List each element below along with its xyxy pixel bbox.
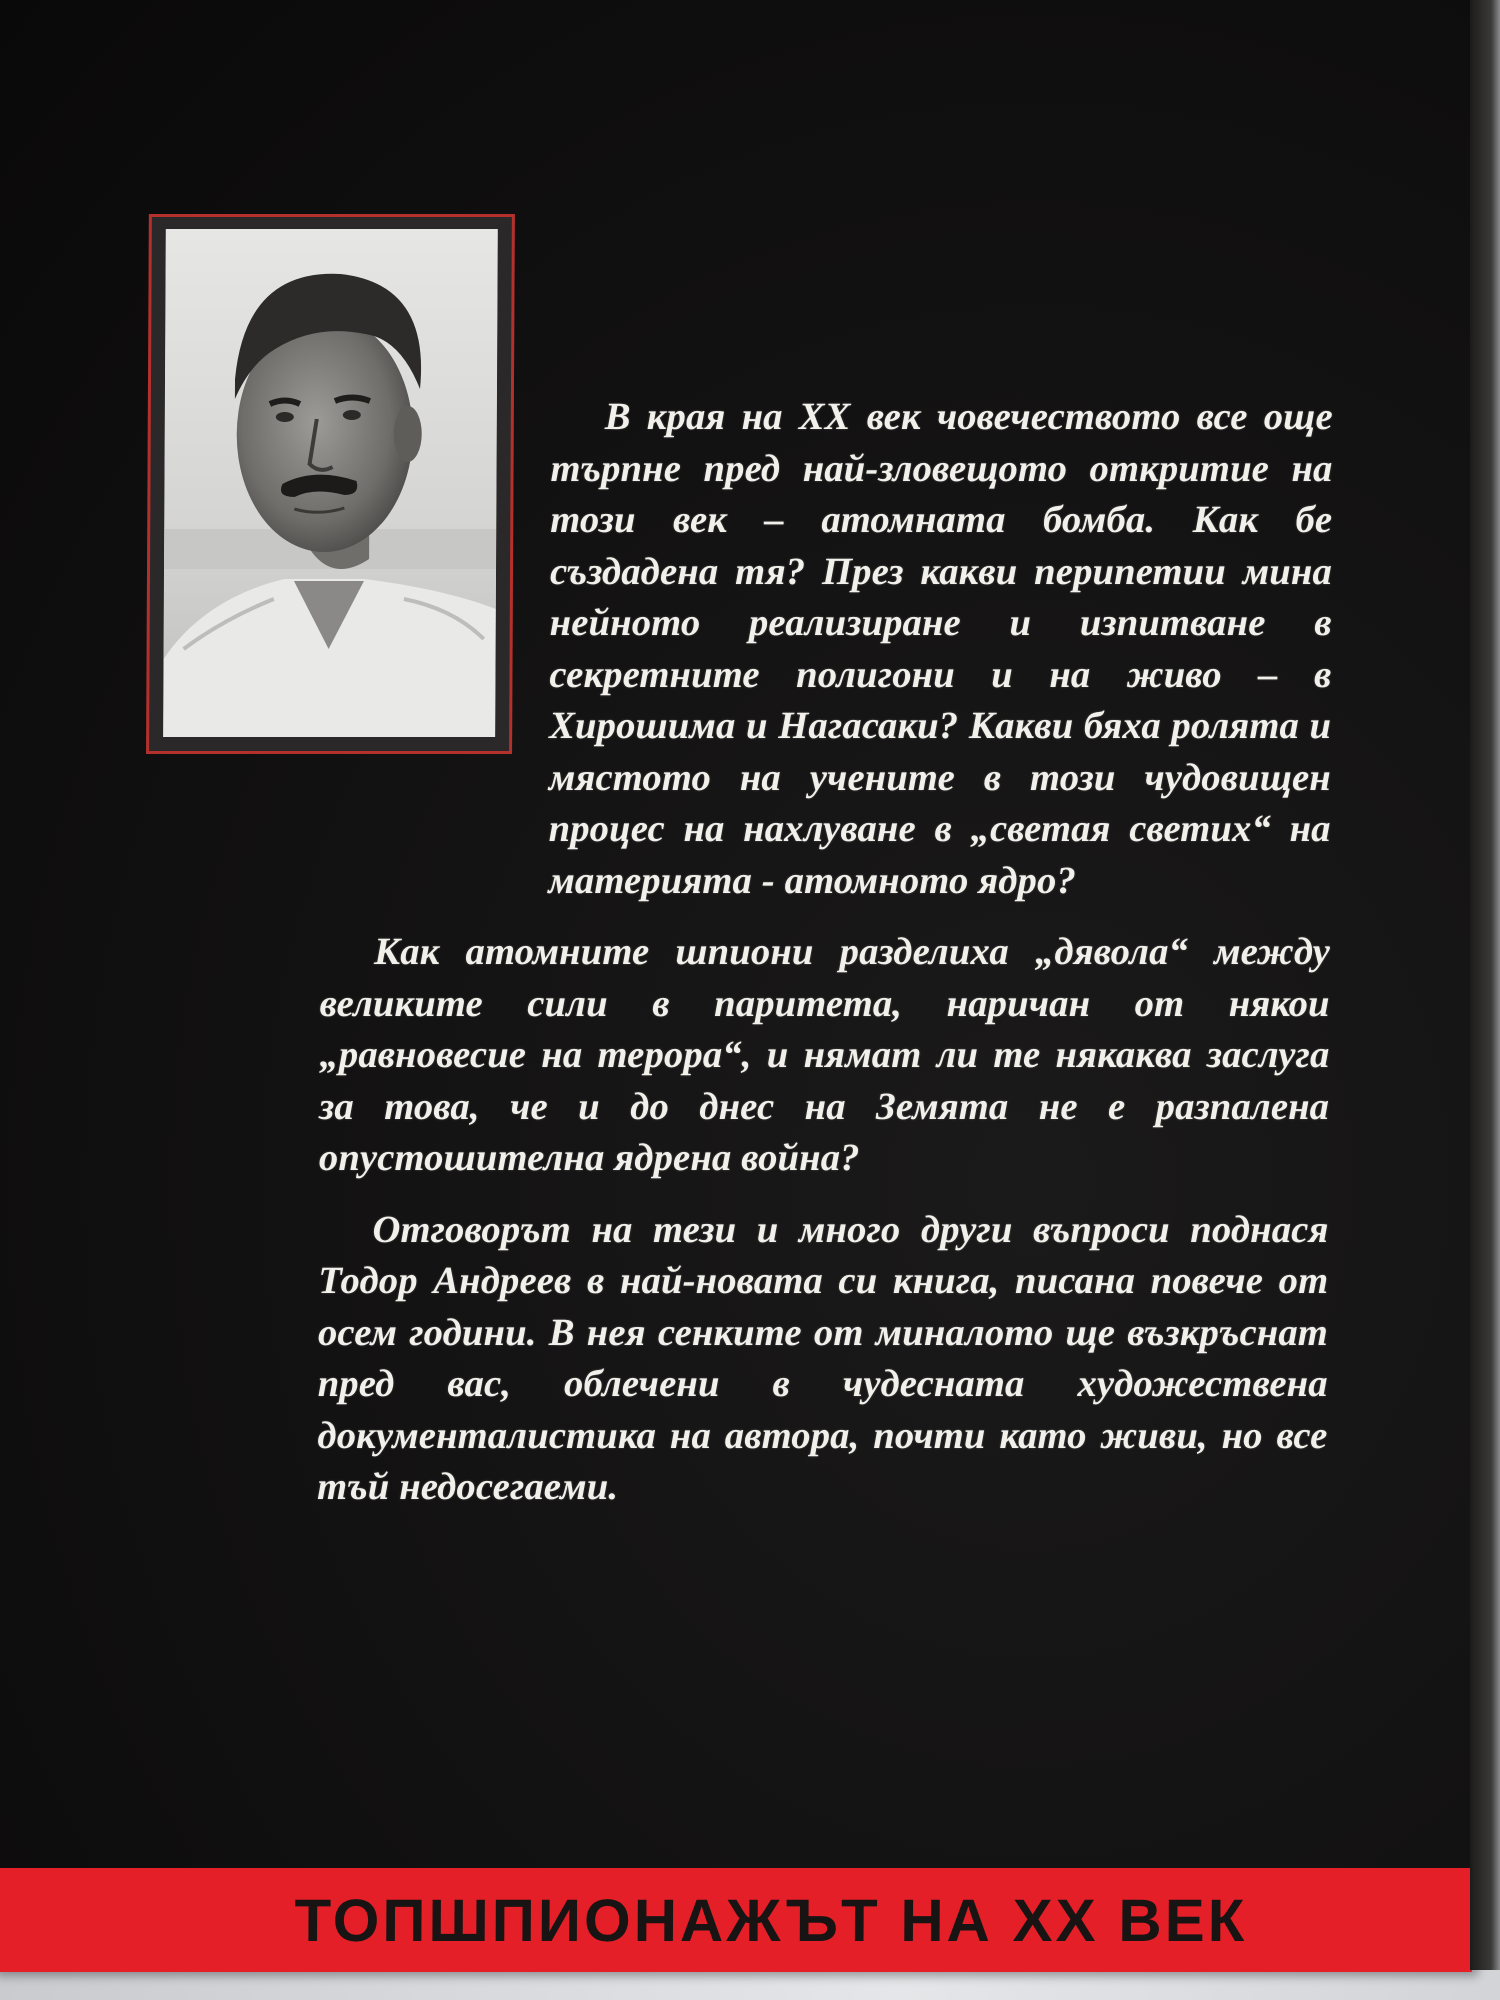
back-cover-blurb: [317, 392, 1333, 1534]
blurb-paragraph-3: Отговорът на тези и много други въпроси поднася Тодор Андреев в най-новата си книга, писана повече от осем години. В нея сенките от миналото ще възкръснат пред вас, облечени в чудесната художествена документалистика на автора, почти като живи, но все тъй недосегаеми.: [317, 1208, 1329, 1508]
cover-edge: [1470, 0, 1500, 1970]
blurb-paragraph-1: В края на XX век човечеството все още търпне пред най-зловещото откритие на този век – атомната бомба. Как бе създадена тя? През какви перипетии мина нейното реализиране и изпитване в секретните полигони и на живо – в Хирошима и Нагасаки? Какви бяха ролята и мястото на учените в този чудовищен процес на нахлуване в „светая светих“ на материята - атомното ядро?: [548, 396, 1333, 902]
series-title: ТОПШПИОНАЖЪТ НА XX ВЕК: [294, 1886, 1248, 1954]
blurb-paragraph-2: Как атомните шпиони разделиха „дявола“ между великите сили в паритета, наричан от някои „равновесие на терора“, и нямат ли те някаква заслуга за това, че и до днес на Земята не е разпалена опустошителна ядрена война?: [318, 931, 1331, 1179]
series-title-band: [0, 1868, 1472, 1972]
